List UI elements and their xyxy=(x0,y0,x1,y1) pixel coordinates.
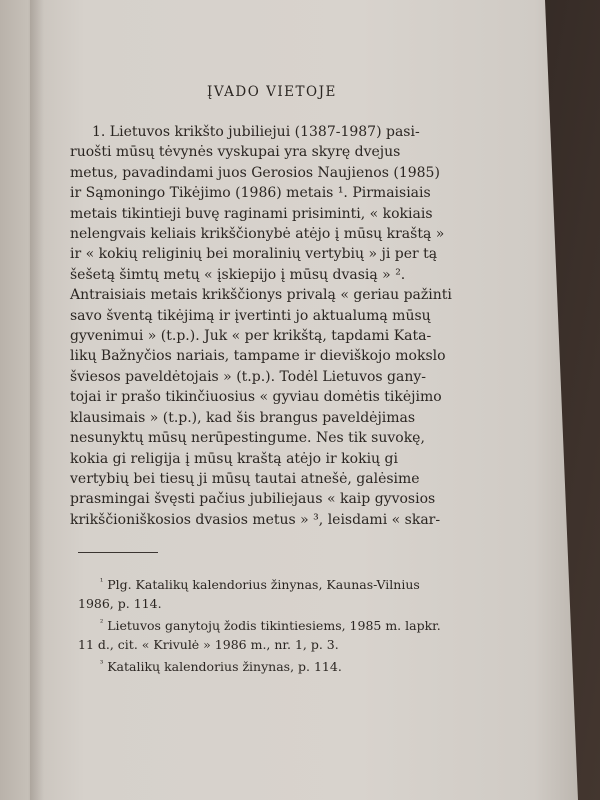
footnote-2 xyxy=(78,613,498,635)
footnote-mark: ² xyxy=(100,618,104,627)
text-line: metais tikintieji buvę raginami prisiminti, « kokiais xyxy=(70,205,433,222)
text-line: nelengvais keliais krikščionybė atėjo į mūsų kraštą » xyxy=(70,226,445,243)
chapter-heading: ĮVADO VIETOJE xyxy=(207,84,337,100)
text-line: šešetą šimtų metų « įskiepijo į mūsų dvasią » ². xyxy=(70,266,406,283)
footnote-1-cont: 1986, p. 114. xyxy=(78,596,162,611)
text-line: šviesos paveldėtojais » (t.p.). Todėl Lietuvos gany- xyxy=(70,368,427,385)
text-line: likų Bažnyčios nariais, tampame ir dieviškojo mokslo xyxy=(70,348,446,365)
text-line: ir Sąmoningo Tikėjimo (1986) metais ¹. Pirmaisiais xyxy=(70,185,431,202)
gutter-shadow xyxy=(30,0,44,800)
footnotes xyxy=(78,572,498,676)
footnote-1 xyxy=(78,572,498,594)
footnote-text: Plg. Katalikų kalendorius žinynas, Kaunas-Vilnius xyxy=(107,577,420,592)
text-line: kokia gi religija į mūsų kraštą atėjo ir kokių gi xyxy=(70,450,398,467)
footnote-mark: ³ xyxy=(100,659,104,668)
text-line: ruošti mūsų tėvynės vyskupai yra skyrę dvejus xyxy=(70,144,401,161)
text-line: gyvenimui » (t.p.). Juk « per krikštą, tapdami Kata- xyxy=(70,328,432,345)
text-line: vertybių bei tiesų ji mūsų tautai atnešė, galėsime xyxy=(70,470,420,487)
text-line: klausimais » (t.p.), kad šis brangus paveldėjimas xyxy=(70,409,416,426)
footnote-text: Lietuvos ganytojų žodis tikintiesiems, 1985 m. lapkr. xyxy=(107,618,441,633)
footnote-2-cont: 11 d., cit. « Krivulė » 1986 m., nr. 1, p. 3. xyxy=(78,637,339,652)
footnote-text: Katalikų kalendorius žinynas, p. 114. xyxy=(107,659,342,674)
text-line: 1. Lietuvos krikšto jubiliejui (1387-1987) pasi- xyxy=(92,124,420,140)
text-line: savo šventą tikėjimą ir įvertinti jo aktualumą mūsų xyxy=(70,307,431,324)
text-line: krikščioniškosios dvasios metus » ³, leisdami « skar- xyxy=(70,511,441,528)
body-paragraph xyxy=(70,122,502,530)
text-line: metus, pavadindami juos Gerosios Naujienos (1985) xyxy=(70,164,440,181)
text-line: tojai ir prašo tikinčiuosius « gyviau domėtis tikėjimo xyxy=(70,389,442,406)
text-line: prasmingai švęsti pačius jubiliejaus « kaip gyvosios xyxy=(70,491,436,508)
footnote-3 xyxy=(78,654,498,676)
footnote-divider xyxy=(78,552,158,553)
text-line: Antraisiais metais krikščionys privalą « geriau pažinti xyxy=(70,287,452,304)
footnote-mark: ¹ xyxy=(100,577,104,586)
text-line: nesunyktų mūsų nerūpestingume. Nes tik suvokę, xyxy=(70,430,425,447)
text-line: ir « kokių religinių bei moralinių vertybių » ji per tą xyxy=(70,246,438,263)
